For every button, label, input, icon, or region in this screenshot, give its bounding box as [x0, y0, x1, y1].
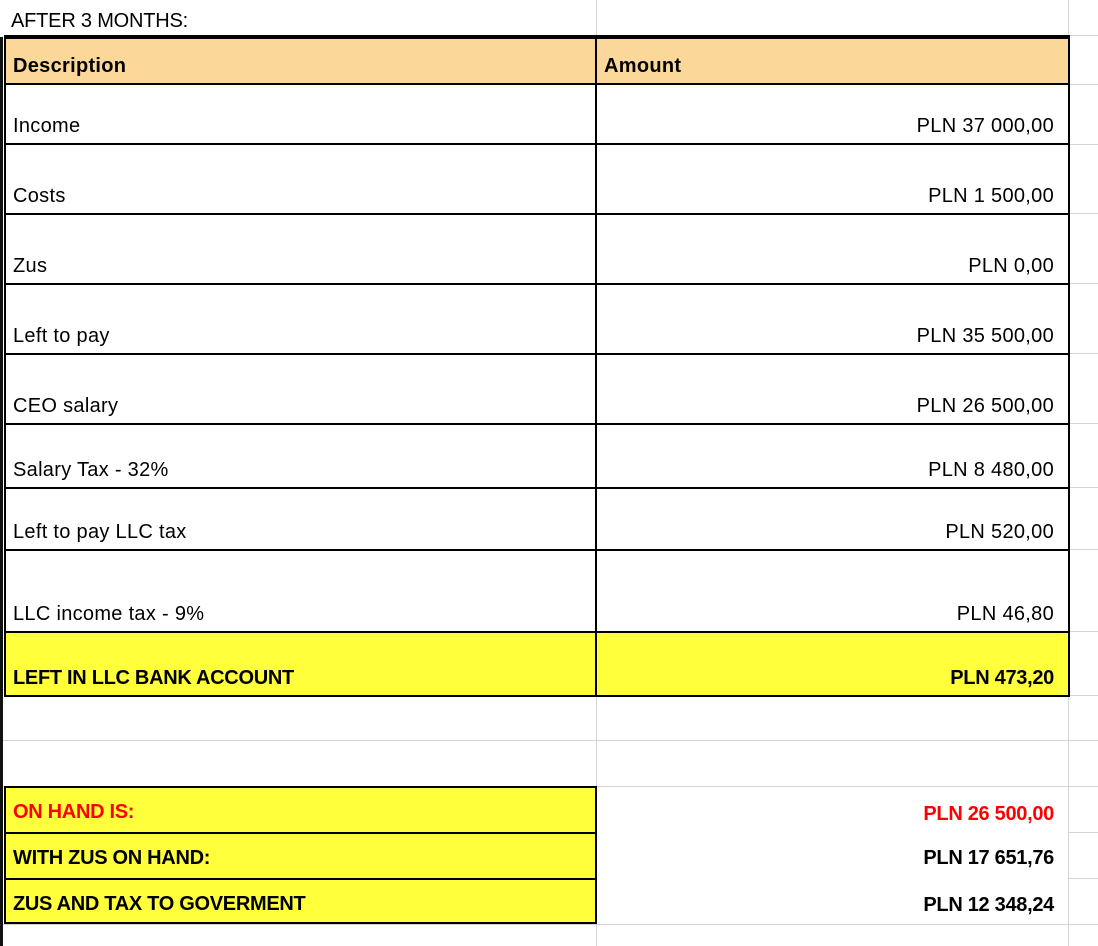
row-label-costs[interactable]: Costs [4, 143, 597, 215]
total-amount[interactable]: PLN 473,20 [595, 633, 1070, 697]
row-amount-salary-tax[interactable]: PLN 8 480,00 [595, 425, 1070, 489]
row-label-zus[interactable]: Zus [4, 215, 597, 285]
row-gridline [0, 740, 1098, 741]
sheet-left-edge [0, 37, 3, 946]
row-amount-zus[interactable]: PLN 0,00 [595, 215, 1070, 285]
row-gridline [1068, 832, 1098, 833]
row-gridline [1068, 695, 1098, 696]
row-amount-costs[interactable]: PLN 1 500,00 [595, 143, 1070, 215]
summary-on-hand-amount[interactable]: PLN 26 500,00 [923, 803, 1054, 825]
total-label[interactable]: LEFT IN LLC BANK ACCOUNT [4, 633, 597, 697]
row-amount-left-to-pay-llc-tax[interactable]: PLN 520,00 [595, 489, 1070, 551]
row-label-left-to-pay[interactable]: Left to pay [4, 285, 597, 355]
sheet-title: AFTER 3 MONTHS: [11, 10, 189, 32]
summary-with-zus-label[interactable]: WITH ZUS ON HAND: [4, 834, 597, 880]
summary-zus-tax-amount[interactable]: PLN 12 348,24 [923, 894, 1054, 916]
row-amount-income[interactable]: PLN 37 000,00 [595, 85, 1070, 145]
row-label-ceo-salary[interactable]: CEO salary [4, 355, 597, 425]
row-gridline [1068, 631, 1098, 632]
row-gridline [1068, 549, 1098, 550]
row-gridline [1068, 35, 1098, 36]
header-amount[interactable]: Amount [595, 35, 1070, 85]
row-label-income[interactable]: Income [4, 85, 597, 145]
summary-with-zus-amount[interactable]: PLN 17 651,76 [923, 847, 1054, 869]
row-gridline [1068, 353, 1098, 354]
row-gridline [1068, 878, 1098, 879]
column-gridline [596, 0, 597, 40]
row-gridline [1068, 144, 1098, 145]
row-gridline [0, 924, 1098, 925]
summary-on-hand-label[interactable]: ON HAND IS: [4, 786, 597, 834]
row-gridline [1068, 213, 1098, 214]
summary-zus-tax-label[interactable]: ZUS AND TAX TO GOVERMENT [4, 880, 597, 924]
row-amount-llc-income-tax[interactable]: PLN 46,80 [595, 551, 1070, 633]
row-gridline [1068, 84, 1098, 85]
row-gridline [1068, 487, 1098, 488]
row-label-salary-tax[interactable]: Salary Tax - 32% [4, 425, 597, 489]
row-gridline [1068, 283, 1098, 284]
row-amount-left-to-pay[interactable]: PLN 35 500,00 [595, 285, 1070, 355]
row-label-left-to-pay-llc-tax[interactable]: Left to pay LLC tax [4, 489, 597, 551]
header-description[interactable]: Description [4, 35, 597, 85]
row-gridline [1068, 423, 1098, 424]
row-label-llc-income-tax[interactable]: LLC income tax - 9% [4, 551, 597, 633]
row-amount-ceo-salary[interactable]: PLN 26 500,00 [595, 355, 1070, 425]
